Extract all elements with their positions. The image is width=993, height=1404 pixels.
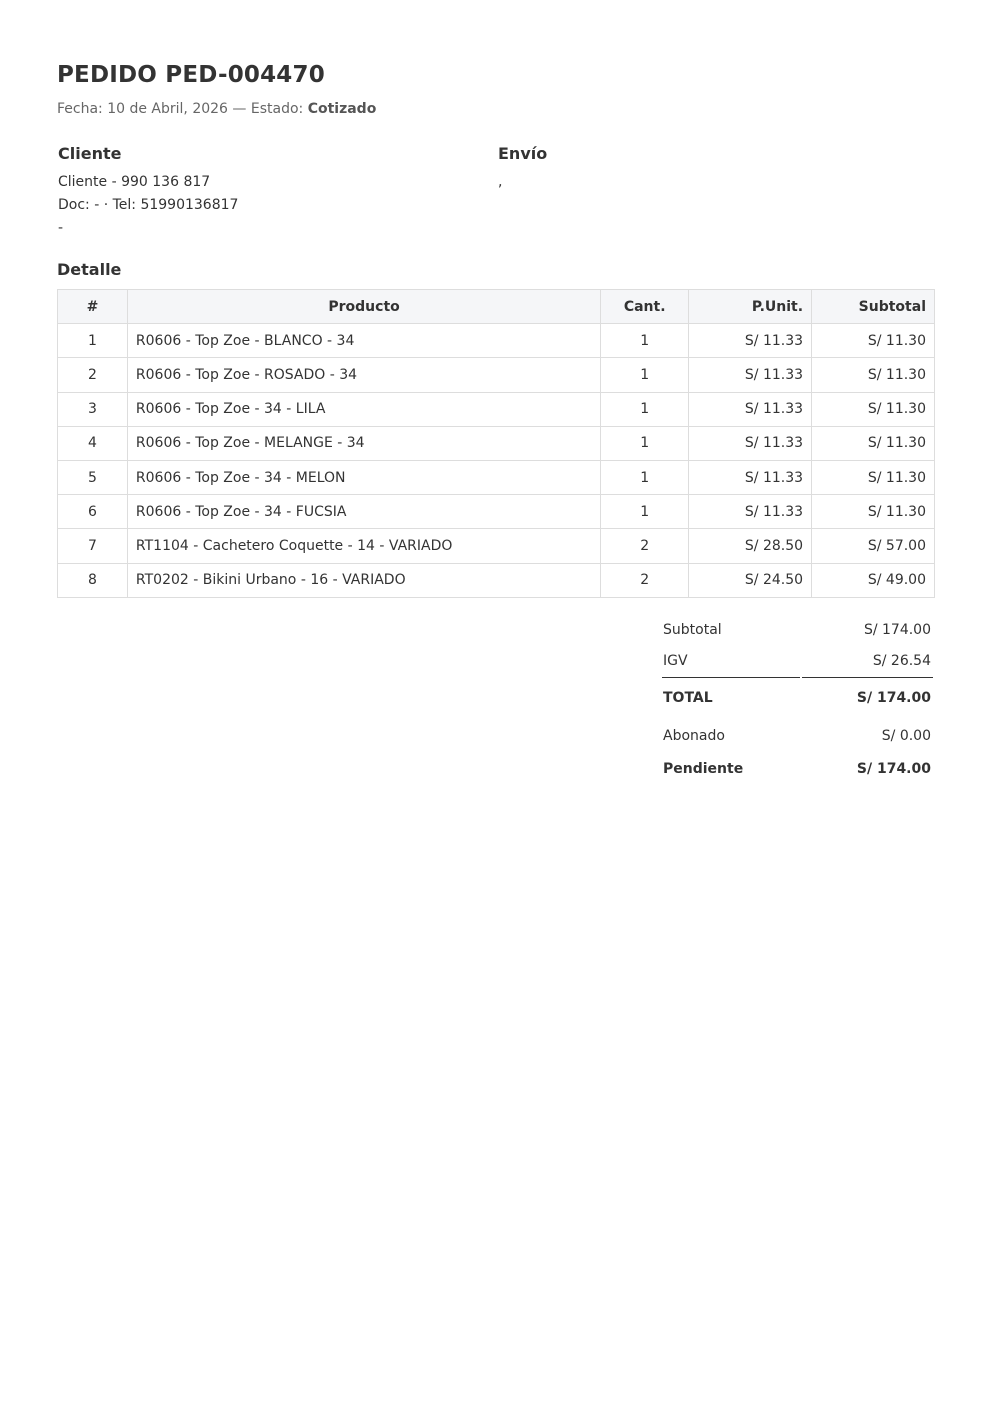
cell-cantidad: 1 [601, 324, 689, 358]
detalle-heading: Detalle [57, 260, 122, 279]
cell-number: 6 [58, 495, 128, 529]
estado-badge: Cotizado [307, 101, 377, 117]
igv-value: S/ 26.54 [872, 653, 931, 669]
cell-precio-unitario: S/ 11.33 [689, 460, 812, 494]
total-divider-left [662, 677, 800, 678]
cell-cantidad: 2 [601, 563, 689, 597]
cell-precio-unitario: S/ 28.50 [689, 529, 812, 563]
cell-subtotal: S/ 11.30 [812, 460, 935, 494]
pendiente-label: Pendiente [663, 761, 744, 777]
table-row [58, 563, 935, 597]
envio-address: , [498, 174, 503, 190]
cell-number: 1 [58, 324, 128, 358]
order-meta [57, 101, 376, 117]
cliente-doc-tel: Doc: - · Tel: 51990136817 [58, 197, 239, 213]
cell-subtotal: S/ 11.30 [812, 392, 935, 426]
fecha-text: Fecha: 10 de Abril, 2026 — Estado: [57, 101, 304, 117]
igv-row [659, 649, 935, 680]
cell-producto: R0606 - Top Zoe - ROSADO - 34 [127, 358, 600, 392]
total-divider [659, 677, 935, 678]
col-header-cantidad: Cant. [601, 290, 689, 324]
col-header-producto: Producto [127, 290, 600, 324]
total-label: TOTAL [663, 690, 713, 706]
cell-precio-unitario: S/ 24.50 [689, 563, 812, 597]
table-header-row [58, 290, 935, 324]
detail-table [57, 289, 935, 598]
totals-summary [659, 618, 935, 788]
igv-label: IGV [663, 653, 688, 669]
abonado-value: S/ 0.00 [881, 728, 931, 744]
col-header-subtotal: Subtotal [812, 290, 935, 324]
cell-cantidad: 1 [601, 495, 689, 529]
subtotal-value: S/ 174.00 [863, 622, 931, 638]
envio-heading: Envío [498, 144, 548, 163]
abonado-row [659, 724, 935, 757]
pendiente-row [659, 757, 935, 788]
page-title: PEDIDO PED-004470 [57, 62, 325, 88]
cell-precio-unitario: S/ 11.33 [689, 495, 812, 529]
cell-subtotal: S/ 11.30 [812, 495, 935, 529]
cell-subtotal: S/ 11.30 [812, 324, 935, 358]
cell-cantidad: 1 [601, 358, 689, 392]
cell-number: 2 [58, 358, 128, 392]
col-header-number: # [58, 290, 128, 324]
table-row [58, 324, 935, 358]
table-row [58, 392, 935, 426]
cell-producto: R0606 - Top Zoe - MELANGE - 34 [127, 426, 600, 460]
cell-precio-unitario: S/ 11.33 [689, 324, 812, 358]
cell-number: 8 [58, 563, 128, 597]
cliente-extra: - [58, 220, 64, 236]
cell-subtotal: S/ 49.00 [812, 563, 935, 597]
table-row [58, 495, 935, 529]
cell-precio-unitario: S/ 11.33 [689, 358, 812, 392]
cell-producto: R0606 - Top Zoe - 34 - LILA [127, 392, 600, 426]
total-value: S/ 174.00 [856, 690, 931, 706]
cell-producto: R0606 - Top Zoe - 34 - MELON [127, 460, 600, 494]
cell-subtotal: S/ 57.00 [812, 529, 935, 563]
col-header-precio-unitario: P.Unit. [689, 290, 812, 324]
cell-number: 7 [58, 529, 128, 563]
cell-cantidad: 1 [601, 460, 689, 494]
subtotal-row [659, 618, 935, 649]
total-divider-right [802, 677, 933, 678]
cell-subtotal: S/ 11.30 [812, 358, 935, 392]
cell-producto: R0606 - Top Zoe - 34 - FUCSIA [127, 495, 600, 529]
cell-subtotal: S/ 11.30 [812, 426, 935, 460]
cell-cantidad: 2 [601, 529, 689, 563]
table-row [58, 460, 935, 494]
table-row [58, 358, 935, 392]
total-row [659, 686, 935, 724]
cell-cantidad: 1 [601, 392, 689, 426]
cell-number: 3 [58, 392, 128, 426]
cell-precio-unitario: S/ 11.33 [689, 392, 812, 426]
table-row [58, 426, 935, 460]
cell-producto: R0606 - Top Zoe - BLANCO - 34 [127, 324, 600, 358]
cell-number: 4 [58, 426, 128, 460]
abonado-label: Abonado [663, 728, 725, 744]
cliente-name: Cliente - 990 136 817 [58, 174, 211, 190]
pendiente-value: S/ 174.00 [856, 761, 931, 777]
cliente-heading: Cliente [58, 144, 122, 163]
cell-producto: RT1104 - Cachetero Coquette - 14 - VARIADO [127, 529, 600, 563]
cell-producto: RT0202 - Bikini Urbano - 16 - VARIADO [127, 563, 600, 597]
cell-number: 5 [58, 460, 128, 494]
table-row [58, 529, 935, 563]
cell-cantidad: 1 [601, 426, 689, 460]
cell-precio-unitario: S/ 11.33 [689, 426, 812, 460]
subtotal-label: Subtotal [663, 622, 722, 638]
